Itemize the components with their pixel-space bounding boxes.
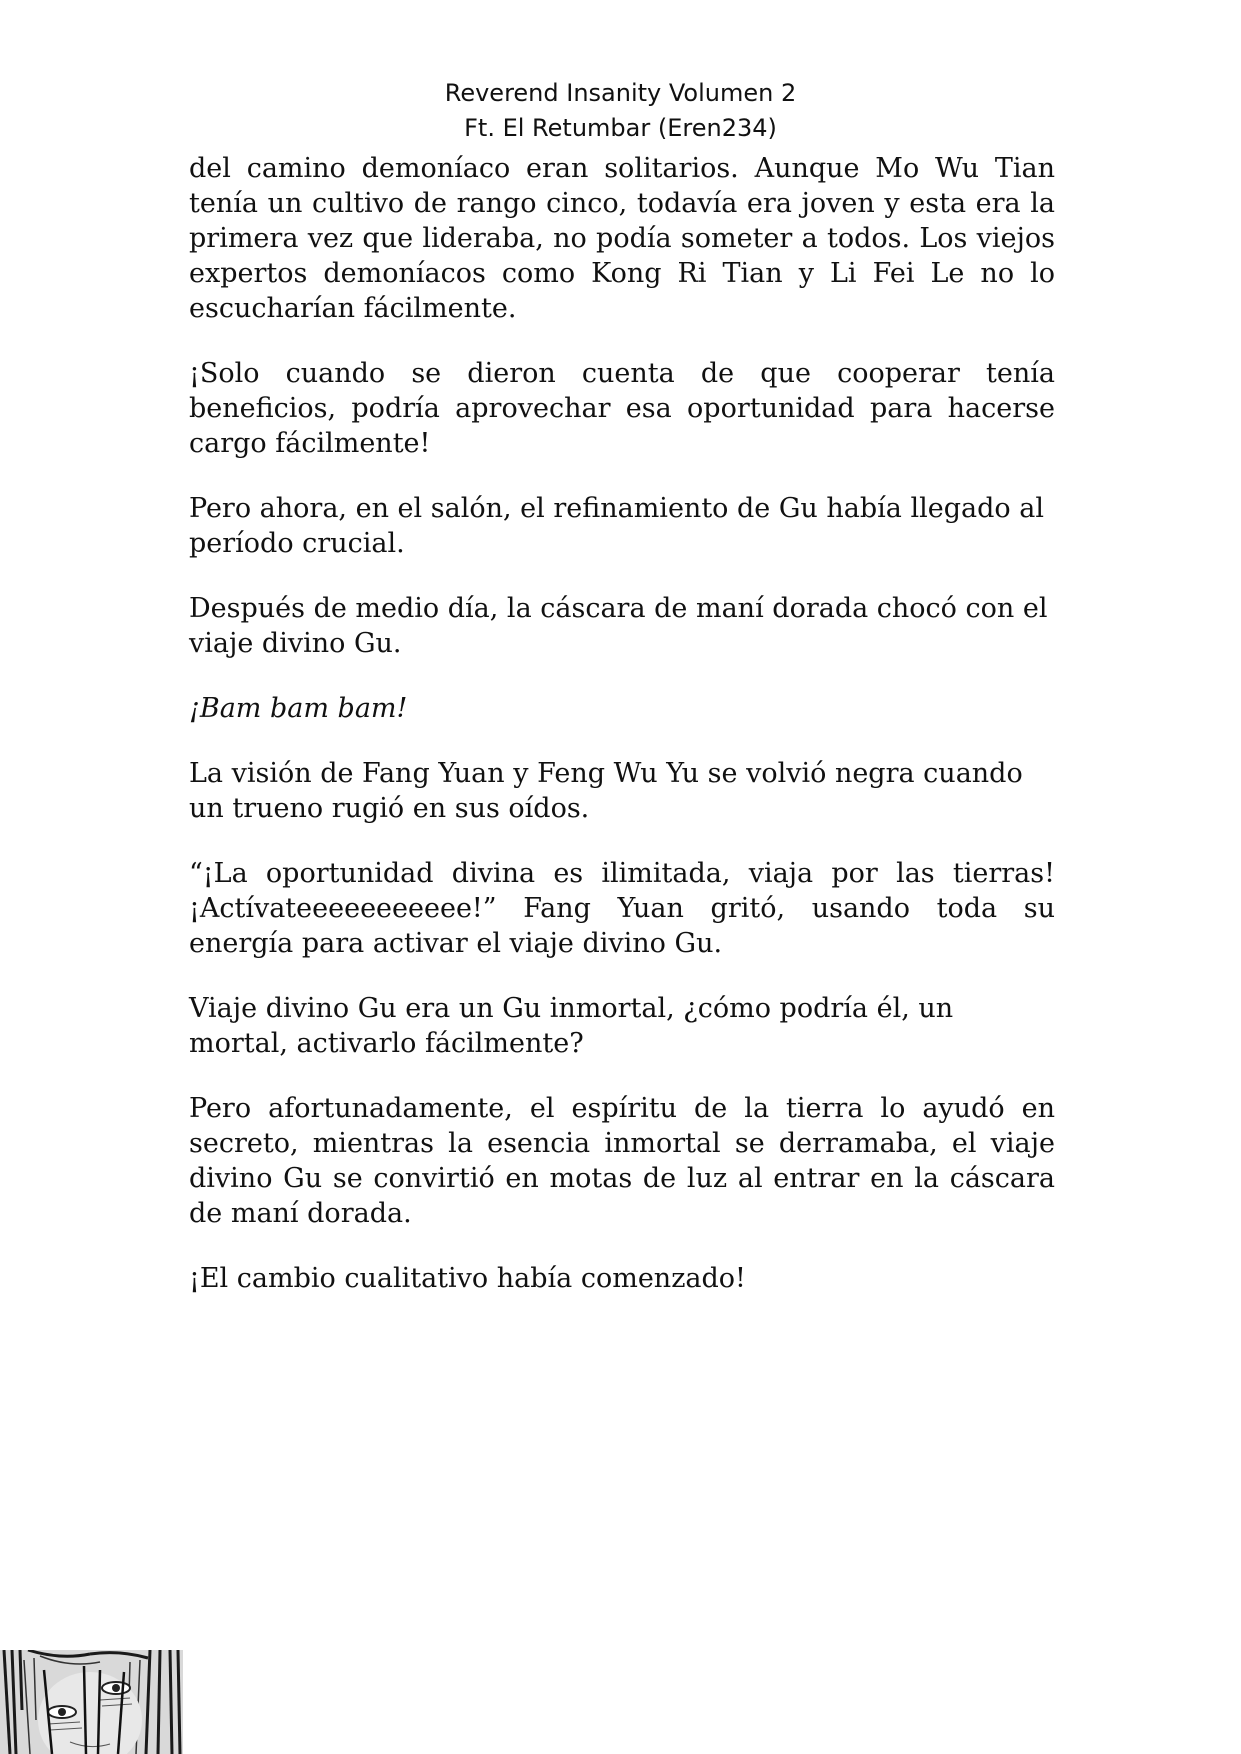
header-subtitle: Ft. El Retumbar (Eren234) [464,114,777,142]
paragraph-2: ¡Solo cuando se dieron cuenta de que cooperar tenía beneficios, podría aprovechar esa oportunidad para hacerse cargo fácilmente! [189,358,1055,459]
paragraph-3: Pero ahora, en el salón, el refinamiento de Gu había llegado al período crucial. [189,493,1044,559]
paragraph-9: Pero afortunadamente, el espíritu de la tierra lo ayudó en secreto, mientras la esencia inmortal se derramaba, el viaje divino Gu se convirtió en motas de luz al entrar en la cáscara de maní dorada. [189,1093,1055,1229]
paragraph-4: Después de medio día, la cáscara de maní dorada chocó con el viaje divino Gu. [189,593,1048,659]
paragraph-1: del camino demoníaco eran solitarios. Aunque Mo Wu Tian tenía un cultivo de rango cinco, todavía era joven y esta era la primera vez que lideraba, no podía someter a todos. Los viejos expertos demoníacos como Kong Ri Tian y Li Fei Le no lo escucharían fácilmente. [189,153,1055,324]
paragraph-8: Viaje divino Gu era un Gu inmortal, ¿cómo podría él, un mortal, activarlo fácilmente? [189,993,954,1059]
page-header [0,76,1241,146]
paragraph-6: La visión de Fang Yuan y Feng Wu Yu se volvió negra cuando un trueno rugió en sus oídos. [189,758,1023,824]
paragraph-7: “¡La oportunidad divina es ilimitada, viaja por las tierras! ¡Actívateeeeeeeeeee!” Fang Yuan gritó, usando toda su energía para activar el viaje divino Gu. [189,858,1055,959]
manga-portrait-icon [0,1650,183,1754]
paragraph-5: ¡Bam bam bam! [189,693,408,724]
body-text [189,151,1055,1326]
paragraph-10: ¡El cambio cualitativo había comenzado! [189,1263,746,1294]
header-title: Reverend Insanity Volumen 2 [444,79,797,107]
